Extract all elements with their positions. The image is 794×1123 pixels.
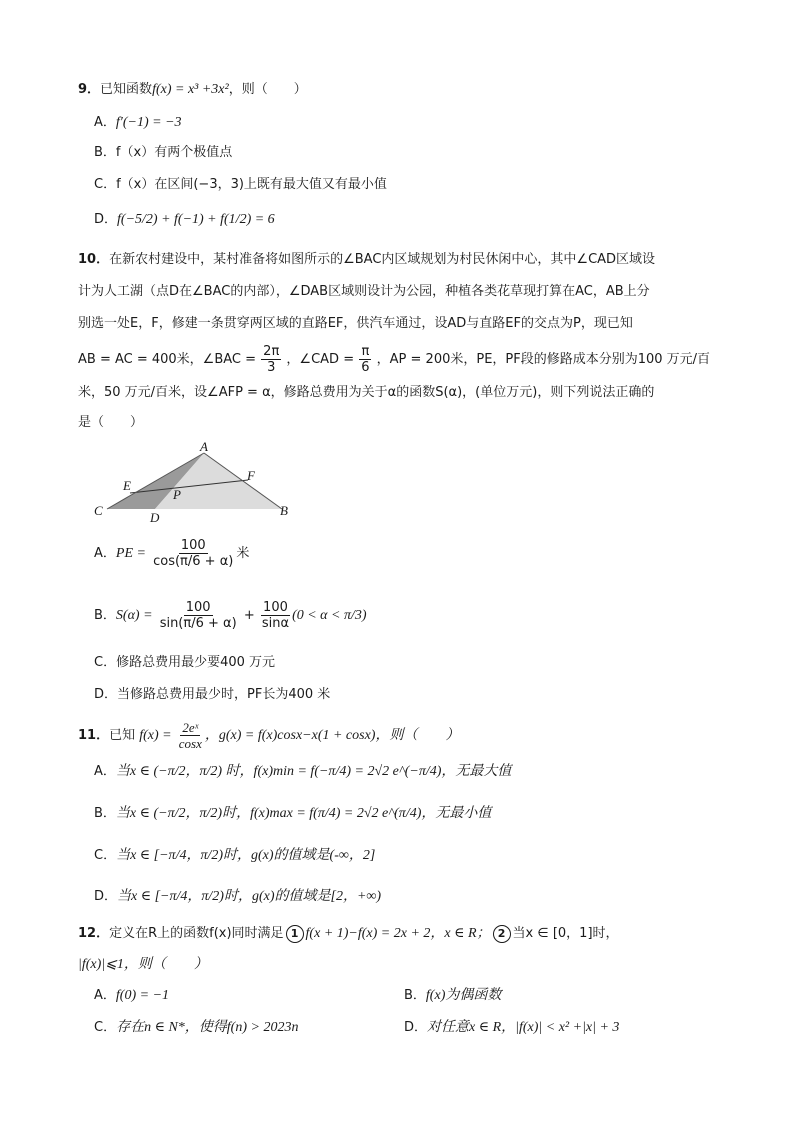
q9-number: 9． — [78, 82, 101, 97]
q12-option-c: C．存在n ∈ N*，使得f(n) > 2023n — [94, 1020, 299, 1035]
label-d: D — [150, 510, 160, 525]
q10-frac-2pi-3: $\frac{2\pi}{3}$ — [263, 344, 280, 375]
q10-line-4: AB = AC = 400米，∠BAC = $\frac{2\pi}{3}$ ，∠CAD = $\frac{\pi}{6}$ ，AP = 200米，PE，PF段的修路成本分别为100 万元/百 — [78, 344, 711, 375]
q10-triangle-figure — [90, 438, 300, 528]
q12-stem: 12．定义在R上的函数f(x)同时满足 1 f(x + 1)−f(x) = 2x + 2，x ∈ R； 2 当x ∈ [0，1]时， — [78, 926, 619, 941]
q9-stem: 9．已知函数f(x) = x³ +3x²，则（ ） — [78, 82, 307, 97]
q10-option-b: B．S(α) = $\frac{100}{\sin(\pi/6 + \alpha)}$ + $\frac{100}{\sin\alpha}$ (0 < α < π/3) — [94, 600, 367, 631]
q10-line-1: 10．在新农村建设中，某村准备将如图所示的∠BAC内区域规划为村民休闲中心，其中∠CAD区域设 — [78, 252, 656, 267]
q10-b-fraction-1: $\frac{100}{\sin(\pi/6 + \alpha)}$ — [159, 600, 237, 631]
q12-option-b: B．f(x)为偶函数 — [404, 988, 502, 1003]
q10-option-a: A．PE = $\frac{100}{\cos(\pi/6 + \alpha)}$ 米 — [94, 538, 250, 569]
label-f: F — [247, 468, 255, 483]
circled-two-icon: 2 — [493, 925, 511, 943]
q9-option-a: A．f′(−1) = −3 — [94, 115, 182, 130]
q11-option-d: D．当x ∈ [−π/4，π/2)时，g(x)的值域是[2，+∞) — [94, 889, 382, 904]
q10-line-6: 是（ ） — [78, 415, 144, 430]
q12-number: 12． — [78, 926, 110, 941]
q12-line-2: |f(x)|⩽1，则（ ） — [78, 957, 208, 972]
q12-option-d: D．对任意x ∈ R，|f(x)| < x² +|x| + 3 — [404, 1020, 620, 1035]
q11-stem: 11．已知 f(x) = $\frac{\text{2eˣ}}{\cos x}$ ，g(x) = f(x)cosx−x(1 + cosx)，则（ ） — [78, 720, 460, 751]
q10-line-5: 米，50 万元/百米，设∠AFP = α，修路总费用为关于α的函数S(α)，(单位万元)，则下列说法正确的 — [78, 385, 655, 400]
label-e: E — [123, 478, 131, 493]
circled-one-icon: 1 — [286, 925, 304, 943]
label-b: B — [280, 503, 288, 518]
q10-line-2: 计为人工湖（点D在∠BAC的内部），∠DAB区域则设计为公园，种植各类花草现打算在AC，AB上分 — [78, 284, 650, 299]
q11-option-b: B．当x ∈ (−π/2，π/2)时，f(x)max = f(π/4) = 2√2 e^(π/4)，无最小值 — [94, 806, 492, 821]
label-c: C — [94, 503, 103, 518]
q11-option-a: A．当x ∈ (−π/2，π/2) 时，f(x)min = f(−π/4) = 2√2 e^(−π/4)，无最大值 — [94, 764, 512, 779]
label-p: P — [173, 487, 181, 502]
q9-option-d: D．f(−5/2) + f(−1) + f(1/2) = 6 — [94, 212, 275, 227]
q10-option-d: D．当修路总费用最少时，PF长为400 米 — [94, 687, 331, 702]
q10-b-fraction-2: $\frac{100}{\sin\alpha}$ — [261, 600, 290, 631]
q10-frac-pi-6: $\frac{\pi}{6}$ — [361, 344, 370, 375]
q10-line-3: 别选一处E，F，修建一条贯穿两区域的直路EF，供汽车通过，设AD与直路EF的交点为P，现已知 — [78, 316, 633, 331]
q10-number: 10． — [78, 252, 110, 267]
q11-number: 11． — [78, 728, 110, 743]
q9-option-b: B．f（x）有两个极值点 — [94, 145, 233, 160]
q12-option-a: A．f(0) = −1 — [94, 988, 170, 1003]
q10-a-fraction: $\frac{100}{\cos(\pi/6 + \alpha)}$ — [153, 538, 234, 569]
q9-option-c: C．f（x）在区间(−3，3)上既有最大值又有最小值 — [94, 177, 387, 192]
q11-option-c: C．当x ∈ [−π/4，π/2)时，g(x)的值域是(-∞，2] — [94, 848, 376, 863]
q11-f-fraction: $\frac{\text{2eˣ}}{\cos x}$ — [178, 720, 202, 751]
label-a: A — [200, 439, 208, 454]
q10-option-c: C．修路总费用最少要400 万元 — [94, 655, 276, 670]
